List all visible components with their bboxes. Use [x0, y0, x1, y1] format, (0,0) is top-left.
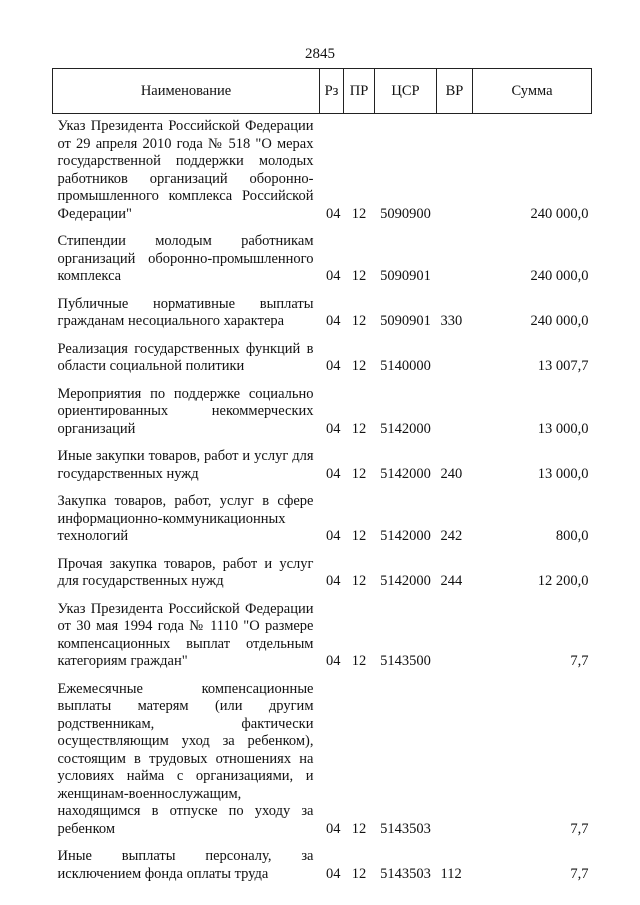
table-row — [53, 591, 592, 671]
header-vr: ВР — [437, 69, 473, 114]
table-row — [53, 114, 592, 224]
row-vr: 244 — [440, 573, 463, 589]
row-vr: 330 — [440, 313, 463, 329]
row-sum: 800,0 — [555, 528, 589, 544]
row-csr: 5090901 — [380, 268, 431, 284]
row-pr: 12 — [351, 865, 367, 882]
row-rz: 04 — [326, 420, 341, 437]
row-vr — [437, 331, 473, 376]
row-sum: 240 000,0 — [530, 313, 589, 329]
table-header-row — [53, 69, 592, 114]
header-name: Наименование — [53, 69, 320, 114]
row-pr: 12 — [351, 268, 367, 284]
table-row — [53, 671, 592, 839]
row-name: Публичные нормативные выплаты гражданам несоциального характера — [57, 295, 314, 329]
row-vr — [437, 223, 473, 286]
table-row — [53, 286, 592, 331]
row-rz: 04 — [326, 820, 341, 837]
row-name: Иные выплаты персоналу, за исключением фонда оплаты труда — [57, 848, 314, 882]
row-name: Указ Президента Российской Федерации от 29 апреля 2010 года № 518 "О мерах государственной поддержки молодых работников организаций оборонно-промышленного комплекса Российской Федерации" — [57, 118, 314, 222]
row-pr: 12 — [351, 420, 367, 437]
row-pr: 12 — [351, 465, 367, 482]
row-pr: 12 — [351, 358, 367, 374]
row-name: Мероприятия по поддержке социально ориентированных некоммерческих организаций — [57, 385, 314, 437]
row-vr — [437, 671, 473, 839]
row-vr — [437, 376, 473, 439]
row-name: Реализация государственных функций в области социальной политики — [57, 340, 314, 374]
header-sum: Сумма — [473, 69, 592, 114]
row-rz: 04 — [326, 653, 341, 669]
row-pr: 12 — [351, 528, 367, 544]
table-row — [53, 438, 592, 483]
row-csr: 5142000 — [380, 573, 431, 589]
header-csr: ЦСР — [375, 69, 437, 114]
row-pr: 12 — [351, 205, 367, 222]
row-rz: 04 — [326, 313, 341, 329]
row-sum: 7,7 — [570, 820, 589, 837]
row-sum: 13 000,0 — [537, 420, 589, 437]
row-vr: 242 — [440, 528, 463, 544]
row-sum: 7,7 — [570, 653, 589, 669]
row-csr: 5090901 — [380, 313, 431, 329]
row-vr — [437, 114, 473, 224]
row-csr: 5090900 — [380, 205, 431, 222]
table-row — [53, 331, 592, 376]
row-name: Закупка товаров, работ, услуг в сфере информационно-коммуникационных технологий — [57, 493, 314, 544]
row-rz: 04 — [326, 358, 341, 374]
header-rz: Рз — [320, 69, 344, 114]
row-vr: 240 — [440, 465, 463, 482]
row-csr: 5140000 — [380, 358, 431, 374]
table-row — [53, 483, 592, 546]
row-rz: 04 — [326, 865, 341, 882]
row-name: Стипендии молодым работникам организаций оборонно-промышленного комплекса — [57, 233, 314, 284]
row-vr: 112 — [440, 865, 462, 882]
row-pr: 12 — [351, 573, 367, 589]
row-csr: 5142000 — [380, 465, 431, 482]
row-sum: 240 000,0 — [530, 205, 589, 222]
row-csr: 5142000 — [380, 420, 431, 437]
row-name: Иные закупки товаров, работ и услуг для государственных нужд — [57, 448, 314, 482]
table-row — [53, 838, 592, 883]
row-csr: 5143503 — [380, 865, 431, 882]
row-pr: 12 — [351, 313, 367, 329]
row-rz: 04 — [326, 573, 341, 589]
row-pr: 12 — [351, 653, 367, 669]
header-pr: ПР — [344, 69, 375, 114]
row-rz: 04 — [326, 205, 341, 222]
row-csr: 5142000 — [380, 528, 431, 544]
budget-table — [52, 68, 592, 883]
row-sum: 13 000,0 — [537, 465, 589, 482]
row-rz: 04 — [326, 268, 341, 284]
table-row — [53, 376, 592, 439]
row-pr: 12 — [351, 820, 367, 837]
table-row — [53, 223, 592, 286]
row-name: Прочая закупка товаров, работ и услуг для государственных нужд — [57, 555, 314, 589]
row-csr: 5143503 — [380, 820, 431, 837]
row-sum: 240 000,0 — [530, 268, 589, 284]
row-rz: 04 — [326, 465, 341, 482]
row-sum: 12 200,0 — [537, 573, 589, 589]
row-sum: 7,7 — [570, 865, 589, 882]
row-vr — [437, 591, 473, 671]
row-sum: 13 007,7 — [537, 358, 589, 374]
row-name: Указ Президента Российской Федерации от 30 мая 1994 года № 1110 "О размере компенсационных выплат отдельным категориям граждан" — [57, 600, 314, 669]
page-number: 2845 — [305, 46, 335, 62]
row-name: Ежемесячные компенсационные выплаты матерям (или другим родственникам, фактически осуществляющим уход за ребенком), состоящим в трудовых отношениях на условиях найма с организациями, и женщинам-военнослужащим, находящимся в отпуске по уходу за ребенком — [57, 680, 314, 837]
table-row — [53, 546, 592, 591]
row-rz: 04 — [326, 528, 341, 544]
row-csr: 5143500 — [380, 653, 431, 669]
